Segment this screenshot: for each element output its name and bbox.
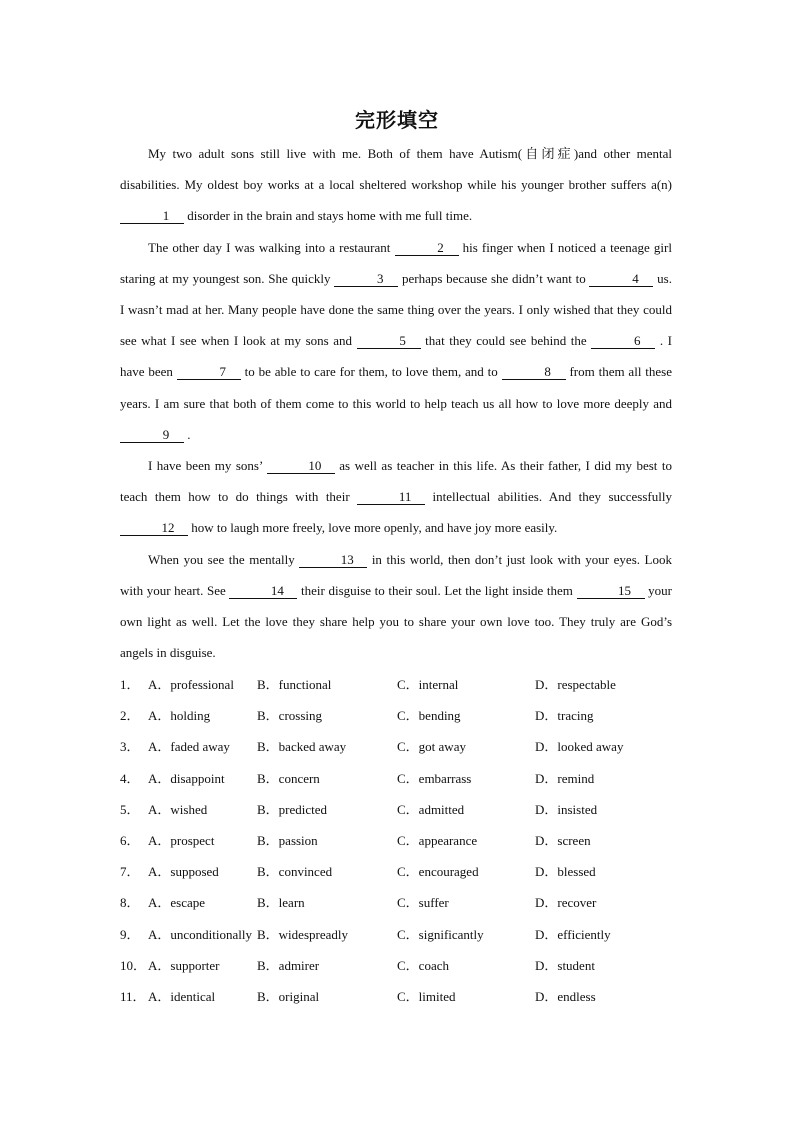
passage-text: as well as teacher in this life. As their father, I did my best to teach them how to do things with their <box>120 458 672 505</box>
question-row <box>120 981 680 1012</box>
option-b: B．convinced <box>257 864 333 880</box>
option-a: A．professional <box>148 677 234 692</box>
option-a: A．unconditionally <box>148 926 252 942</box>
option-a: A．escape <box>148 895 206 911</box>
passage-text: to be able to care for them, to love them, and to <box>240 364 502 380</box>
option-a: A．holding <box>148 708 211 724</box>
paragraph-1 <box>120 138 672 232</box>
option-c: C．internal <box>397 677 459 692</box>
option-b: B．original <box>257 988 320 1004</box>
option-a: A．faded away <box>148 739 230 755</box>
option-a: A．identical <box>148 988 216 1004</box>
paragraph-3 <box>120 450 672 544</box>
option-b: B．concern <box>257 770 320 786</box>
passage-text: When you see the mentally <box>148 551 300 567</box>
passage-text: disorder in the brain and stays home with me full time. <box>184 208 473 224</box>
option-c: C．appearance <box>397 832 478 848</box>
blank-10: 10 <box>267 459 335 474</box>
option-a: A．supporter <box>148 957 220 973</box>
option-c: C．admitted <box>397 801 465 817</box>
blank-8: 8 <box>502 365 566 380</box>
question-row <box>120 856 680 887</box>
passage-text: that they could see behind the <box>420 333 592 349</box>
blank-7: 7 <box>177 365 241 380</box>
question-number: 9． <box>120 926 140 942</box>
option-c: C．encouraged <box>397 864 479 880</box>
answer-options <box>120 669 680 1012</box>
paragraph-2 <box>120 232 672 450</box>
option-b: B．learn <box>257 895 305 911</box>
question-number: 2． <box>120 708 140 724</box>
blank-11: 11 <box>357 490 425 505</box>
question-row <box>120 669 680 700</box>
question-number: 1． <box>120 677 140 692</box>
option-b: B．functional <box>257 677 332 692</box>
option-d: D．looked away <box>535 739 624 755</box>
question-row <box>120 919 680 950</box>
blank-13: 13 <box>299 553 367 568</box>
question-row <box>120 763 680 794</box>
question-number: 4． <box>120 770 140 786</box>
option-d: D．tracing <box>535 708 594 724</box>
question-number: 11． <box>120 988 146 1004</box>
passage-text: intellectual abilities. And they successfully <box>425 489 672 505</box>
blank-14: 14 <box>229 584 297 599</box>
option-a: A．disappoint <box>148 770 225 786</box>
question-number: 7． <box>120 864 140 880</box>
option-c: C．coach <box>397 957 449 973</box>
option-b: B．admirer <box>257 957 320 973</box>
blank-4: 4 <box>589 272 653 287</box>
passage-text: I have been my sons’ <box>148 458 267 474</box>
option-d: D．student <box>535 957 595 973</box>
passage <box>120 138 672 668</box>
passage-text: . <box>184 426 191 442</box>
option-c: C．bending <box>397 708 461 724</box>
passage-text: his finger when I noticed a teenage girl staring at my youngest son. She quickly <box>120 239 672 286</box>
option-d: D．efficiently <box>535 926 611 942</box>
passage-text: My two adult sons still live with me. Both of them have Autism(自闭症)and other mental disabilities. My oldest boy works at a local sheltered workshop while his younger brother suffers a(n) <box>120 146 672 193</box>
blank-15: 15 <box>577 584 645 599</box>
option-a: A．prospect <box>148 832 215 848</box>
blank-1: 1 <box>120 209 184 224</box>
option-a: A．supposed <box>148 864 219 880</box>
option-b: B．backed away <box>257 739 347 755</box>
option-c: C．got away <box>397 739 466 755</box>
paragraph-4 <box>120 544 672 669</box>
option-d: D．respectable <box>535 677 616 692</box>
question-row <box>120 700 680 731</box>
blank-12: 12 <box>120 521 188 536</box>
passage-text: The other day I was walking into a restaurant <box>148 239 395 255</box>
question-number: 3． <box>120 739 140 755</box>
option-b: B．passion <box>257 832 318 848</box>
question-row <box>120 794 680 825</box>
option-c: C．suffer <box>397 895 449 911</box>
question-row <box>120 950 680 981</box>
option-d: D．remind <box>535 770 595 786</box>
question-row <box>120 825 680 856</box>
question-number: 5． <box>120 801 140 817</box>
option-a: A．wished <box>148 801 208 817</box>
blank-5: 5 <box>357 334 421 349</box>
option-c: C．significantly <box>397 926 484 942</box>
option-c: C．limited <box>397 988 456 1004</box>
passage-text: us. I wasn’t mad at her. Many people have done the same thing over the years. I only wished that they could see what I see when I look at my sons and <box>120 270 672 349</box>
option-d: D．endless <box>535 988 596 1004</box>
option-d: D．blessed <box>535 864 596 880</box>
option-d: D．screen <box>535 832 591 848</box>
option-b: B．predicted <box>257 801 328 817</box>
question-number: 10． <box>120 957 147 973</box>
passage-text: perhaps because she didn’t want to <box>398 270 590 286</box>
passage-text: how to laugh more freely, love more openly, and have joy more easily. <box>188 520 558 536</box>
blank-6: 6 <box>591 334 655 349</box>
blank-3: 3 <box>334 272 398 287</box>
passage-text: in this world, then don’t just look with your eyes. Look with your heart. See <box>120 551 673 598</box>
question-row <box>120 731 680 762</box>
blank-9: 9 <box>120 428 184 443</box>
option-d: D．recover <box>535 895 597 911</box>
question-number: 8． <box>120 895 140 911</box>
passage-text: from them all these years. I am sure that both of them come to this world to help teach us all how to love more deeply and <box>120 364 672 411</box>
passage-text: your own light as well. Let the love they share help you to share your own love too. They truly are God’s angels in disguise. <box>120 582 672 661</box>
option-d: D．insisted <box>535 801 598 817</box>
passage-text: . I have been <box>120 333 672 380</box>
question-row <box>120 887 680 918</box>
question-number: 6． <box>120 832 140 848</box>
option-b: B．widespreadly <box>257 926 348 942</box>
option-b: B．crossing <box>257 708 323 724</box>
option-c: C．embarrass <box>397 770 472 786</box>
page-title: 完形填空 <box>355 108 439 132</box>
passage-text: their disguise to their soul. Let the light inside them <box>297 582 577 598</box>
blank-2: 2 <box>395 241 459 256</box>
